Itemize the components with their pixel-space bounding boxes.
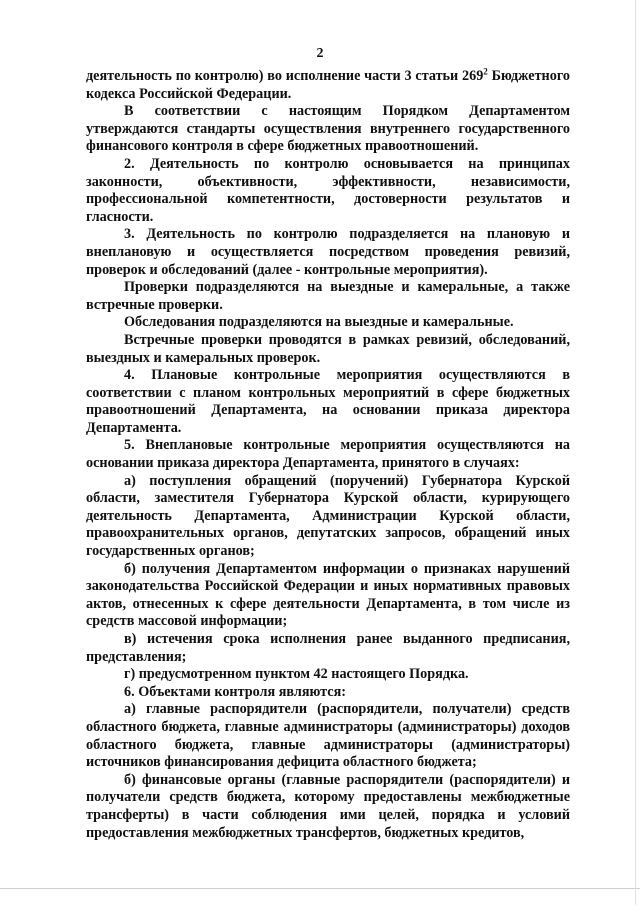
document-body [86, 68, 570, 842]
page-bottom-edge [0, 888, 640, 906]
paragraph-item-3: 3. Деятельность по контролю подразделяется на плановую и внеплановую и осуществляется посредством проведения ревизий, проверок и обследований (далее - контрольные мероприятия). [86, 226, 570, 278]
paragraph-item-5a: а) поступления обращений (поручений) Губернатора Курской области, заместителя Губернатора Курской области, курирующего деятельность Департамента, Администрации Курской области, правоохранительных органов, депутатских запросов, обращений иных государственных органов; [86, 472, 570, 560]
paragraph-text: Бюджетного кодекса Российской Федерации. [86, 68, 570, 102]
paragraph-item-6: 6. Объектами контроля являются: [124, 683, 346, 700]
paragraph-item-2: 2. Деятельность по контролю основывается на принципах законности, объективности, эффективности, независимости, профессиональной компетентности, достоверности результатов и гласности. [86, 155, 570, 225]
paragraph-item-5b: б) получения Департаментом информации о признаках нарушений законодательства Российской Федерации и иных нормативных правовых актов, отнесенных к сфере деятельности Департамента, в том числе из средств массовой информации; [86, 560, 570, 630]
paragraph-standards: В соответствии с настоящим Порядком Департаментом утверждаются стандарты осуществления внутреннего государственного финансового контроля в сфере бюджетных правоотношений. [86, 103, 570, 155]
paragraph-item-5c: в) истечения срока исполнения ранее выданного предписания, представления; [86, 631, 570, 665]
page-number: 2 [316, 46, 324, 61]
superscript: 2 [483, 66, 488, 77]
paragraph-item-5d: г) предусмотренном пунктом 42 настоящего Порядка. [124, 666, 469, 683]
paragraph-budget-code-reference [86, 68, 570, 103]
paragraph-item-6b: б) финансовые органы (главные распорядители (распорядители) и получатели средств бюджета, которому предоставлены межбюджетные трансферты) в части соблюдения ими целей, порядка и условий предоставления межбюджетных трансфертов, бюджетных кредитов, [86, 771, 570, 841]
paragraph-item-5: 5. Внеплановые контрольные мероприятия осуществляются на основании приказа директора Департамента, принятого в случаях: [86, 437, 570, 472]
paragraph-item-4: 4. Плановые контрольные мероприятия осуществляются в соответствии с планом контрольных мероприятий в сфере бюджетных правоотношений Департамента, на основании приказа директора Департамента. [86, 367, 570, 436]
paragraph-text: деятельность по контролю) во исполнение части 3 статьи 269 [86, 68, 484, 84]
paragraph-surveys: Обследования подразделяются на выездные и камеральные. [124, 314, 514, 331]
paragraph-item-6a: а) главные распорядители (распорядители, получатели) средств областного бюджета, главные администраторы (администраторы) доходов областного бюджета, главные администраторы (администраторы) источников финансирования дефицита областного бюджета; [86, 701, 570, 771]
paragraph-counter-checks: Встречные проверки проводятся в рамках ревизий, обследований, выездных и камеральных проверок. [86, 331, 570, 366]
page-right-edge [635, 0, 636, 905]
paragraph-checks: Проверки подразделяются на выездные и камеральные, а также встречные проверки. [86, 279, 570, 313]
